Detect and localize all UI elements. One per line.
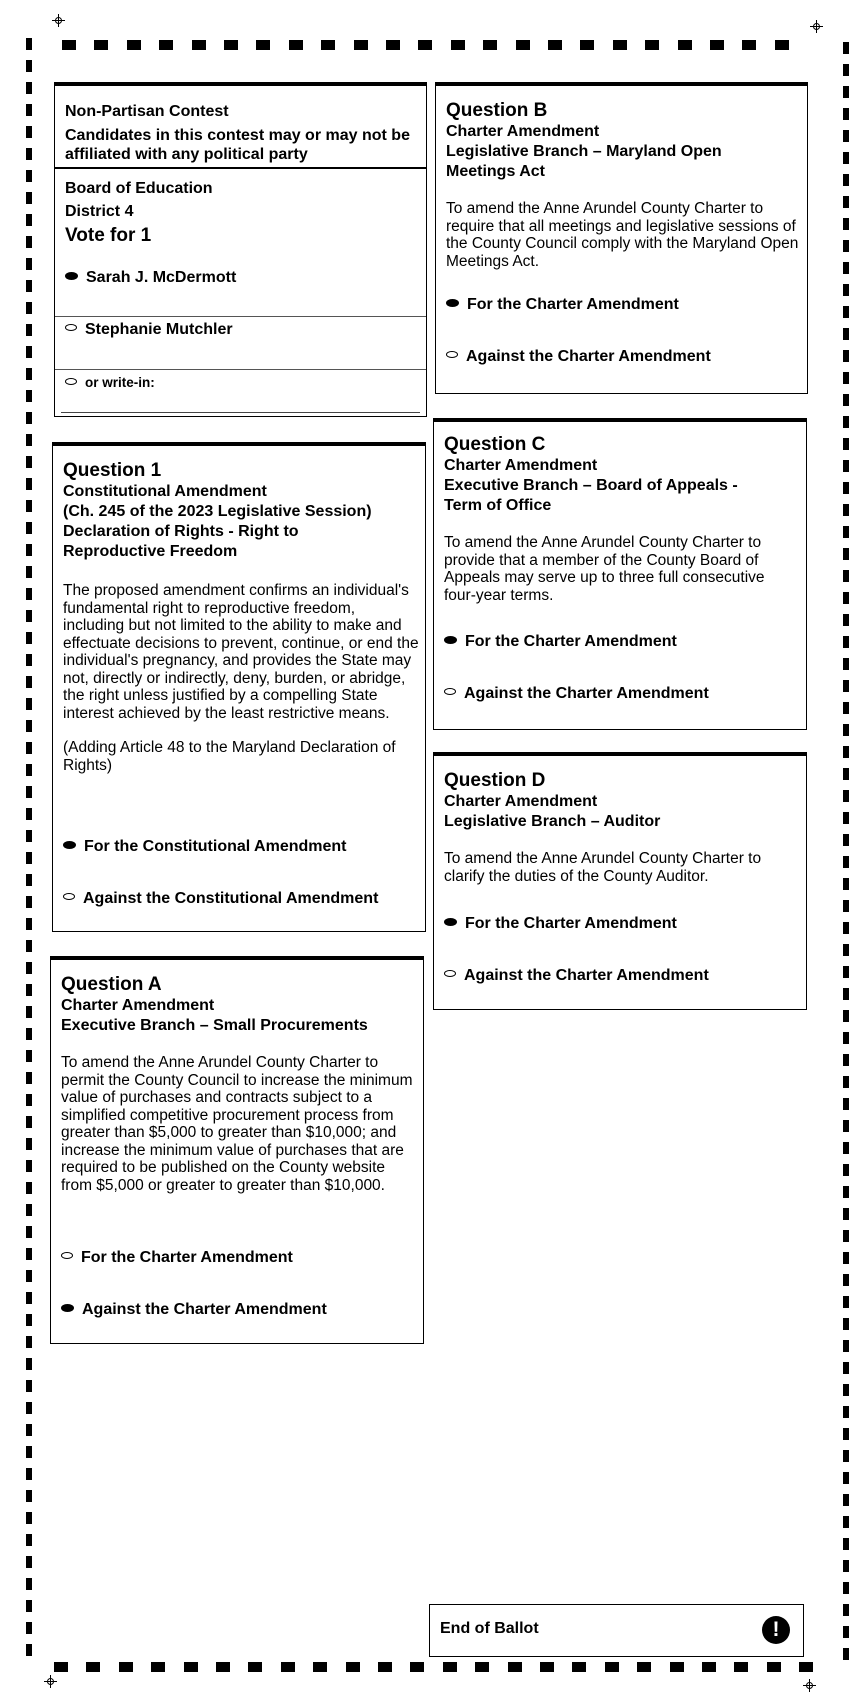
timing-mark (540, 1662, 554, 1672)
answer-option[interactable] (444, 684, 709, 704)
timing-mark (26, 192, 32, 204)
timing-mark (26, 126, 32, 138)
question-1-contest (52, 442, 426, 932)
timing-mark (843, 1032, 849, 1044)
timing-mark (710, 40, 724, 50)
vote-for-label: Vote for 1 (65, 225, 152, 246)
option-label: Against the Charter Amendment (466, 348, 711, 365)
timing-mark (26, 1292, 32, 1304)
timing-mark (843, 526, 849, 538)
timing-mark (843, 1362, 849, 1374)
timing-mark (26, 984, 32, 996)
timing-mark (843, 460, 849, 472)
timing-mark (637, 1662, 651, 1672)
timing-mark (26, 60, 32, 72)
exclamation-circle-icon: ! (762, 1616, 790, 1644)
timing-mark (26, 148, 32, 160)
timing-mark (159, 40, 173, 50)
timing-mark (843, 1560, 849, 1572)
timing-mark (26, 324, 32, 336)
timing-mark (119, 1662, 133, 1672)
timing-mark (26, 896, 32, 908)
timing-mark (26, 742, 32, 754)
timing-mark (26, 346, 32, 358)
question-subtitle: Meetings Act (446, 163, 545, 180)
timing-mark (843, 1472, 849, 1484)
write-in-label: or write-in: (85, 375, 155, 390)
timing-mark (26, 764, 32, 776)
timing-mark (843, 42, 849, 54)
timing-mark (843, 504, 849, 516)
timing-mark (418, 40, 432, 50)
registration-mark-icon (44, 1675, 57, 1688)
timing-mark (843, 768, 849, 780)
timing-mark (843, 658, 849, 670)
timing-mark (843, 1054, 849, 1066)
question-subtitle: (Ch. 245 of the 2023 Legislative Session) (63, 503, 372, 520)
timing-mark (151, 1662, 165, 1672)
timing-mark (843, 1384, 849, 1396)
timing-mark (451, 40, 465, 50)
timing-mark (26, 544, 32, 556)
timing-mark (605, 1662, 619, 1672)
candidate-name: Sarah J. McDermott (86, 269, 237, 286)
timing-mark (26, 1490, 32, 1502)
timing-mark (843, 350, 849, 362)
timing-mark (26, 214, 32, 226)
timing-mark (843, 614, 849, 626)
timing-mark (843, 218, 849, 230)
timing-mark (843, 196, 849, 208)
question-subtitle: Reproductive Freedom (63, 543, 238, 560)
question-text: To amend the Anne Arundel County Charter to require that all meetings and legislative sessions of the County Council comply with the Maryland Open Meetings Act. (446, 200, 799, 270)
timing-mark (26, 280, 32, 292)
timing-mark (26, 1578, 32, 1590)
filled-oval-icon[interactable] (446, 299, 459, 307)
timing-mark (678, 40, 692, 50)
timing-mark (216, 1662, 230, 1672)
timing-mark (26, 918, 32, 930)
timing-mark (843, 1582, 849, 1594)
timing-mark (843, 108, 849, 120)
timing-mark (26, 588, 32, 600)
timing-mark (26, 104, 32, 116)
timing-mark (26, 390, 32, 402)
timing-mark (26, 456, 32, 468)
timing-mark (410, 1662, 424, 1672)
option-label: Against the Constitutional Amendment (83, 890, 379, 907)
timing-mark (742, 40, 756, 50)
timing-mark (26, 1534, 32, 1546)
question-subtitle: Legislative Branch – Maryland Open (446, 143, 722, 160)
question-note: (Adding Article 48 to the Maryland Declaration of Rights) (63, 739, 396, 774)
write-in-line[interactable] (61, 412, 420, 413)
timing-mark (670, 1662, 684, 1672)
timing-mark (26, 808, 32, 820)
timing-mark (26, 1468, 32, 1480)
timing-mark (843, 548, 849, 560)
end-of-ballot-box (429, 1604, 804, 1657)
timing-mark (843, 1626, 849, 1638)
timing-mark (26, 1050, 32, 1062)
timing-mark (843, 174, 849, 186)
empty-oval-icon[interactable] (63, 893, 75, 900)
timing-mark (26, 1028, 32, 1040)
answer-option[interactable] (446, 347, 711, 367)
question-title: Question D (444, 770, 546, 791)
timing-mark (26, 1358, 32, 1370)
timing-mark (843, 636, 849, 648)
timing-mark (843, 1076, 849, 1088)
timing-mark (26, 1204, 32, 1216)
question-a-contest (50, 956, 424, 1344)
timing-mark (26, 1006, 32, 1018)
candidate-name: Stephanie Mutchler (85, 321, 233, 338)
end-of-ballot-label: End of Ballot (440, 1620, 539, 1637)
timing-mark (26, 1138, 32, 1150)
timing-mark (94, 40, 108, 50)
timing-mark (843, 790, 849, 802)
option-label: For the Charter Amendment (467, 296, 679, 313)
timing-mark (26, 1380, 32, 1392)
answer-option[interactable] (61, 1300, 327, 1320)
question-b-contest (435, 82, 808, 394)
question-subtitle: Charter Amendment (446, 123, 600, 140)
timing-mark (843, 1340, 849, 1352)
option-label: For the Constitutional Amendment (84, 838, 347, 855)
question-text: To amend the Anne Arundel County Charter to provide that a member of the County Board of Appeals may serve up to three full consecutive four-year terms. (444, 534, 765, 604)
registration-mark-icon (803, 1679, 816, 1692)
timing-mark (843, 988, 849, 1000)
candidate-option[interactable] (65, 268, 236, 288)
timing-mark (26, 654, 32, 666)
registration-mark-icon (810, 20, 823, 33)
timing-mark (775, 40, 789, 50)
timing-mark (843, 1296, 849, 1308)
timing-mark (313, 1662, 327, 1672)
timing-mark (843, 372, 849, 384)
timing-mark (26, 1182, 32, 1194)
timing-mark (378, 1662, 392, 1672)
answer-option[interactable] (63, 889, 378, 909)
timing-mark (843, 284, 849, 296)
timing-mark (843, 130, 849, 142)
timing-mark (734, 1662, 748, 1672)
timing-mark (26, 1402, 32, 1414)
timing-mark (26, 786, 32, 798)
timing-mark (843, 438, 849, 450)
answer-option[interactable] (444, 632, 677, 652)
timing-mark (26, 258, 32, 270)
timing-mark (54, 1662, 68, 1672)
answer-option[interactable] (446, 295, 679, 315)
timing-mark (184, 1662, 198, 1672)
timing-mark (26, 1160, 32, 1172)
timing-mark (346, 1662, 360, 1672)
timing-mark (843, 1318, 849, 1330)
timing-mark (26, 610, 32, 622)
timing-mark (843, 1120, 849, 1132)
timing-mark (26, 38, 32, 50)
timing-mark (843, 1142, 849, 1154)
timing-mark (843, 1428, 849, 1440)
answer-option[interactable] (61, 1248, 293, 1268)
timing-mark (26, 1556, 32, 1568)
timing-mark (26, 962, 32, 974)
question-subtitle: Executive Branch – Small Procurements (61, 1017, 368, 1034)
timing-mark (483, 40, 497, 50)
timing-mark (26, 82, 32, 94)
write-in-option[interactable] (65, 373, 155, 393)
question-subtitle: Constitutional Amendment (63, 483, 267, 500)
timing-mark (843, 1230, 849, 1242)
timing-mark (26, 1226, 32, 1238)
timing-mark (843, 240, 849, 252)
timing-mark (26, 434, 32, 446)
option-label: For the Charter Amendment (465, 915, 677, 932)
timing-mark (843, 812, 849, 824)
timing-mark (843, 1208, 849, 1220)
timing-mark (281, 1662, 295, 1672)
timing-mark (843, 1010, 849, 1022)
timing-mark (843, 1186, 849, 1198)
timing-mark (843, 64, 849, 76)
question-text: To amend the Anne Arundel County Charter to permit the County Council to increase the minimum value of purchases and contracts subject to a simplified competitive procurement process from greater than $5,000 to greater than $10,000; and increase the minimum value of purchases that are required to be published on the County website from $5,000 or greater to greater than $10,000. (61, 1054, 413, 1194)
timing-mark (26, 632, 32, 644)
question-d-contest (433, 752, 807, 1010)
timing-mark (26, 698, 32, 710)
answer-option[interactable] (444, 914, 677, 934)
timing-mark (843, 262, 849, 274)
timing-mark (26, 1072, 32, 1084)
timing-mark (843, 966, 849, 978)
empty-oval-icon[interactable] (444, 970, 456, 977)
timing-mark (843, 1450, 849, 1462)
timing-mark (321, 40, 335, 50)
timing-mark (26, 676, 32, 688)
timing-mark (26, 720, 32, 732)
timing-mark (843, 1274, 849, 1286)
timing-mark (26, 940, 32, 952)
filled-oval-icon[interactable] (65, 272, 78, 280)
timing-mark (843, 306, 849, 318)
timing-mark (767, 1662, 781, 1672)
question-subtitle: Legislative Branch – Auditor (444, 813, 661, 830)
timing-mark (26, 1622, 32, 1634)
timing-mark (26, 1446, 32, 1458)
timing-mark (843, 878, 849, 890)
timing-mark (843, 394, 849, 406)
timing-mark (26, 1644, 32, 1656)
filled-oval-icon[interactable] (63, 841, 76, 849)
question-title: Question 1 (63, 460, 162, 481)
timing-mark (26, 1116, 32, 1128)
empty-oval-icon[interactable] (444, 688, 456, 695)
timing-mark (26, 874, 32, 886)
timing-mark (26, 170, 32, 182)
timing-mark (475, 1662, 489, 1672)
timing-mark (572, 1662, 586, 1672)
timing-mark (843, 680, 849, 692)
timing-mark (613, 40, 627, 50)
timing-mark (26, 478, 32, 490)
timing-mark (843, 900, 849, 912)
timing-mark (26, 1600, 32, 1612)
question-subtitle: Term of Office (444, 497, 552, 514)
candidate-option[interactable] (65, 320, 233, 340)
question-title: Question B (446, 100, 548, 121)
timing-mark (26, 500, 32, 512)
empty-oval-icon[interactable] (65, 378, 77, 385)
timing-mark (580, 40, 594, 50)
timing-mark (386, 40, 400, 50)
timing-mark (843, 944, 849, 956)
question-text: The proposed amendment confirms an individual's fundamental right to reproductive freedom, including but not limited to the ability to make and effectuate decisions to prevent, continue, or end the individual's pregnancy, and provides the State may not, directly or indirectly, deny, burden, or abridge, the right unless justified by a compelling State interest achieved by the least restrictive means. (63, 582, 419, 722)
timing-mark (843, 416, 849, 428)
filled-oval-icon[interactable] (61, 1304, 74, 1312)
timing-mark (516, 40, 530, 50)
timing-mark (843, 834, 849, 846)
timing-mark (26, 1094, 32, 1106)
timing-mark (62, 40, 76, 50)
timing-mark (843, 1098, 849, 1110)
timing-mark (843, 592, 849, 604)
timing-mark (256, 40, 270, 50)
filled-oval-icon[interactable] (444, 918, 457, 926)
question-title: Question C (444, 434, 546, 455)
timing-mark (127, 40, 141, 50)
timing-mark (843, 724, 849, 736)
timing-mark (548, 40, 562, 50)
timing-mark (224, 40, 238, 50)
timing-mark (799, 1662, 813, 1672)
timing-mark (26, 522, 32, 534)
registration-mark-icon (52, 14, 65, 27)
empty-oval-icon[interactable] (61, 1252, 73, 1259)
question-text: To amend the Anne Arundel County Charter to clarify the duties of the County Auditor. (444, 850, 762, 885)
timing-mark (508, 1662, 522, 1672)
timing-mark (843, 922, 849, 934)
question-c-contest (433, 418, 807, 730)
timing-mark (702, 1662, 716, 1672)
timing-mark (843, 1604, 849, 1616)
empty-oval-icon[interactable] (446, 351, 458, 358)
option-label: Against the Charter Amendment (82, 1301, 327, 1318)
answer-option[interactable] (63, 837, 347, 857)
timing-mark (843, 1252, 849, 1264)
question-title: Question A (61, 974, 162, 995)
timing-mark (26, 1512, 32, 1524)
question-subtitle: Declaration of Rights - Right to (63, 523, 299, 540)
timing-mark (843, 1516, 849, 1528)
answer-option[interactable] (444, 966, 709, 986)
contest-type-header: Non-Partisan Contest (65, 103, 229, 120)
timing-mark (26, 302, 32, 314)
timing-mark (26, 236, 32, 248)
timing-mark (26, 1424, 32, 1436)
timing-mark (26, 830, 32, 842)
timing-mark (443, 1662, 457, 1672)
timing-mark (843, 1494, 849, 1506)
timing-mark (843, 856, 849, 868)
option-label: For the Charter Amendment (465, 633, 677, 650)
timing-mark (843, 86, 849, 98)
option-label: For the Charter Amendment (81, 1249, 293, 1266)
timing-mark (26, 1314, 32, 1326)
timing-mark (843, 482, 849, 494)
timing-mark (843, 746, 849, 758)
empty-oval-icon[interactable] (65, 324, 77, 331)
nonpartisan-note: Candidates in this contest may or may not be affiliated with any political party (65, 127, 410, 163)
timing-mark (843, 1164, 849, 1176)
timing-mark (843, 1538, 849, 1550)
timing-mark (26, 1336, 32, 1348)
question-subtitle: Charter Amendment (444, 793, 598, 810)
question-subtitle: Executive Branch – Board of Appeals - (444, 477, 738, 494)
timing-mark (26, 1270, 32, 1282)
timing-mark (843, 1406, 849, 1418)
timing-mark (843, 702, 849, 714)
timing-mark (843, 152, 849, 164)
timing-mark (26, 368, 32, 380)
filled-oval-icon[interactable] (444, 636, 457, 644)
timing-mark (26, 566, 32, 578)
timing-mark (645, 40, 659, 50)
timing-mark (843, 1648, 849, 1660)
option-label: Against the Charter Amendment (464, 967, 709, 984)
timing-mark (843, 570, 849, 582)
office-title: Board of Education (65, 180, 213, 197)
timing-mark (289, 40, 303, 50)
question-subtitle: Charter Amendment (61, 997, 215, 1014)
option-label: Against the Charter Amendment (464, 685, 709, 702)
district-label: District 4 (65, 203, 134, 220)
question-subtitle: Charter Amendment (444, 457, 598, 474)
timing-mark (354, 40, 368, 50)
board-of-education-contest (54, 82, 427, 417)
timing-mark (26, 1248, 32, 1260)
timing-mark (248, 1662, 262, 1672)
timing-mark (843, 328, 849, 340)
timing-mark (26, 412, 32, 424)
timing-mark (26, 852, 32, 864)
timing-mark (192, 40, 206, 50)
timing-mark (86, 1662, 100, 1672)
